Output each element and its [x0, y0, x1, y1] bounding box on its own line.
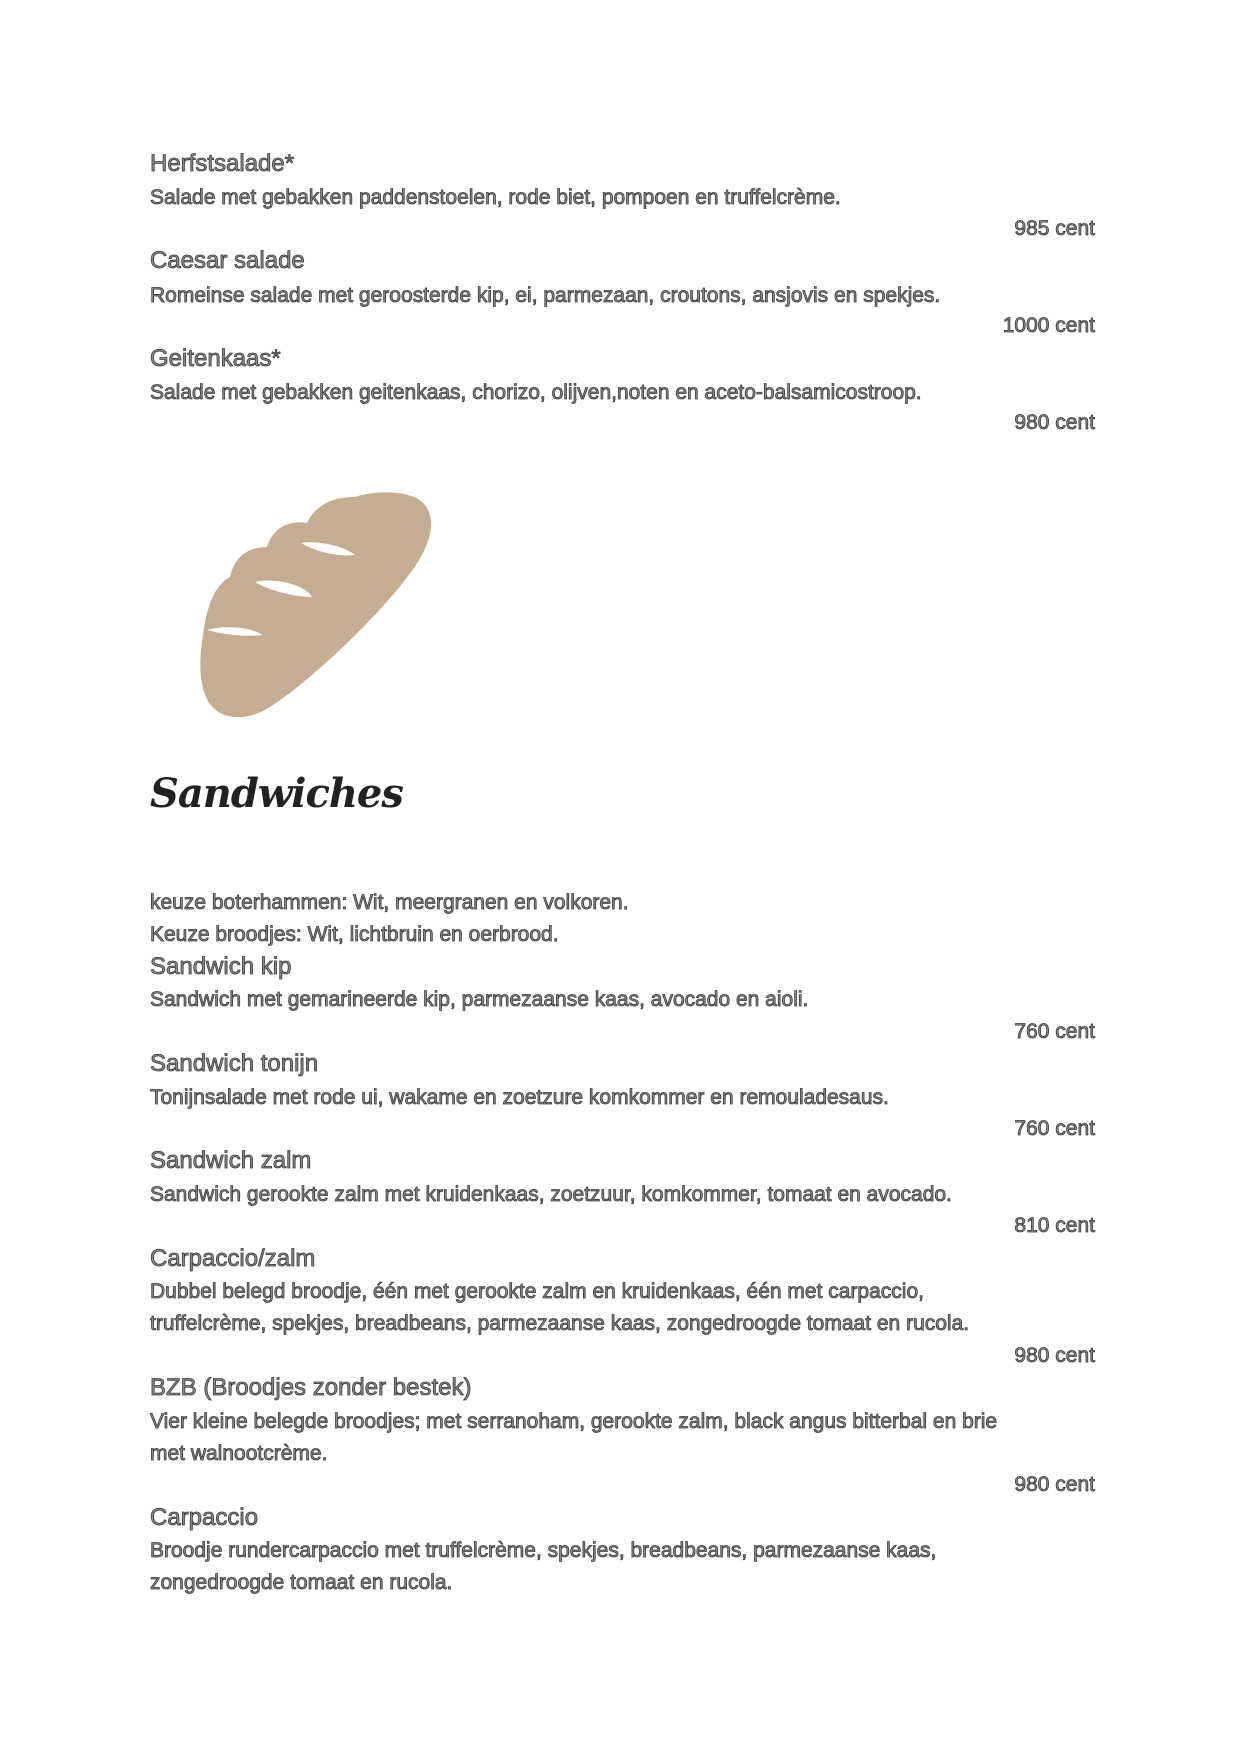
menu-item-title: BZB (Broodjes zonder bestek) — [150, 1374, 472, 1401]
menu-item-description: Romeinse salade met geroosterde kip, ei, parmezaan, croutons, ansjovis en spekjes. — [150, 284, 941, 307]
menu-item-title: Sandwich tonijn — [150, 1050, 319, 1077]
menu-item-description: truffelcrème, spekjes, breadbeans, parmezaanse kaas, zongedroogde tomaat en rucola. — [150, 1312, 970, 1335]
menu-item-description: Tonijnsalade met rode ui, wakame en zoetzure komkommer en remouladesaus. — [150, 1086, 889, 1109]
menu-item-price: 1000 cent — [1002, 314, 1095, 337]
menu-item-price: 760 cent — [1014, 1117, 1095, 1140]
menu-item-description: Sandwich met gemarineerde kip, parmezaanse kaas, avocado en aioli. — [150, 988, 809, 1011]
menu-item-description: met walnootcrème. — [150, 1442, 328, 1465]
menu-item-price: 980 cent — [1014, 411, 1095, 434]
menu-item-price: 760 cent — [1014, 1020, 1095, 1043]
menu-item-title: Carpaccio — [150, 1504, 259, 1531]
menu-item-title: Herfstsalade* — [150, 150, 295, 177]
menu-item-title: Caesar salade — [150, 247, 305, 274]
menu-item-price: 810 cent — [1014, 1214, 1095, 1237]
menu-item-description: Sandwich gerookte zalm met kruidenkaas, zoetzuur, komkommer, tomaat en avocado. — [150, 1183, 952, 1206]
menu-item-description: Dubbel belegd broodje, één met gerookte zalm en kruidenkaas, één met carpaccio, — [150, 1280, 924, 1303]
note: Keuze broodjes: Wit, lichtbruin en oerbrood. — [150, 923, 559, 946]
menu-item-description: Broodje rundercarpaccio met truffelcrème, spekjes, breadbeans, parmezaanse kaas, — [150, 1539, 937, 1562]
menu-item-description: Salade met gebakken geitenkaas, chorizo, olijven,noten en aceto-balsamicostroop. — [150, 381, 922, 404]
bread-icon — [195, 485, 435, 720]
menu-item-title: Carpaccio/zalm — [150, 1245, 316, 1272]
menu-item-title: Geitenkaas* — [150, 345, 281, 372]
menu-item-title: Sandwich kip — [150, 953, 292, 980]
note: keuze boterhammen: Wit, meergranen en volkoren. — [150, 891, 629, 914]
menu-item-description: Salade met gebakken paddenstoelen, rode biet, pompoen en truffelcrème. — [150, 186, 841, 209]
menu-item-price: 980 cent — [1014, 1344, 1095, 1367]
section-heading: Sandwiches — [150, 770, 403, 817]
menu-item-description: zongedroogde tomaat en rucola. — [150, 1571, 453, 1594]
menu-item-title: Sandwich zalm — [150, 1147, 312, 1174]
menu-item-price: 985 cent — [1014, 217, 1095, 240]
menu-item-description: Vier kleine belegde broodjes; met serranoham, gerookte zalm, black angus bitterbal en brie — [150, 1410, 998, 1433]
menu-item-price: 980 cent — [1014, 1473, 1095, 1496]
